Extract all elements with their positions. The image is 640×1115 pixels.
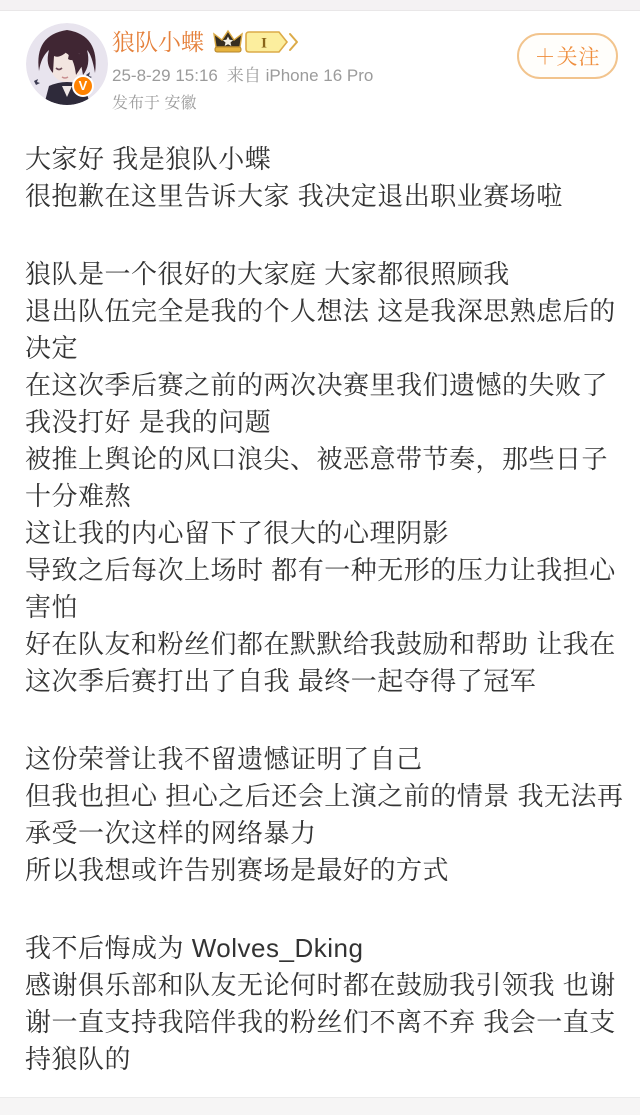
- post-line: 持狼队的: [25, 1044, 132, 1074]
- post-line: 这让我的内心留下了很大的心理阴影: [25, 518, 450, 548]
- top-divider: [0, 0, 640, 11]
- post-line: 很抱歉在这里告诉大家 我决定退出职业赛场啦: [25, 181, 563, 211]
- post-line: 这份荣誉让我不留遗憾证明了自己: [25, 744, 423, 774]
- source-label[interactable]: 来自 iPhone 16 Pro: [226, 66, 374, 85]
- post-line: 这次季后赛打出了自我 最终一起夺得了冠军: [25, 666, 537, 696]
- post-line: 大家好 我是狼队小蝶: [25, 144, 272, 174]
- avatar-illustration: [26, 23, 108, 105]
- username[interactable]: 狼队小蝶: [112, 29, 204, 55]
- post-line: 所以我想或许告别赛场是最好的方式: [25, 855, 450, 885]
- post-line: 害怕: [25, 592, 79, 622]
- post-line: 退出队伍完全是我的个人想法 这是我深思熟虑后的: [25, 296, 616, 326]
- location-label: 发布于 安徽: [112, 95, 197, 112]
- post-line: 被推上舆论的风口浪尖、被恶意带节奏，那些日子: [25, 444, 609, 474]
- vip-crown-icon: [213, 29, 243, 55]
- post-line: 狼队是一个很好的大家庭 大家都很照顾我: [25, 259, 510, 289]
- user-badges[interactable]: [213, 29, 299, 55]
- avatar[interactable]: [26, 23, 108, 105]
- bottom-divider: [0, 1097, 640, 1115]
- post-line: 在这次季后赛之前的两次决赛里我们遗憾的失败了: [25, 370, 609, 400]
- user-info: [112, 27, 502, 115]
- post-line: 我不后悔成为 Wolves_Dking: [25, 933, 364, 963]
- post-line: 我没打好 是我的问题: [25, 407, 272, 437]
- post-line: 但我也担心 担心之后还会上演之前的情景 我无法再: [25, 781, 624, 811]
- post-line: 导致之后每次上场时 都有一种无形的压力让我担心: [25, 555, 616, 585]
- post-line: [25, 215, 625, 256]
- verified-badge: V: [72, 75, 94, 97]
- post-line: 十分难熬: [25, 481, 132, 511]
- follow-button-label: ＋关注: [534, 46, 601, 69]
- post-body: [25, 141, 625, 1078]
- post-line: 好在队友和粉丝们都在默默给我鼓励和帮助 让我在: [25, 629, 616, 659]
- post-line: [25, 889, 625, 930]
- post-line: 感谢俱乐部和队友无论何时都在鼓励我引领我 也谢: [25, 970, 616, 1000]
- post-line: [25, 700, 625, 741]
- follow-button[interactable]: [517, 33, 618, 79]
- post-line: 谢一直支持我陪伴我的粉丝们不离不弃 我会一直支: [25, 1007, 616, 1037]
- level-badge: [245, 29, 299, 55]
- timestamp: 25-8-29 15:16: [112, 66, 218, 85]
- post-line: 决定: [25, 333, 79, 363]
- svg-text:I: I: [261, 35, 267, 52]
- post-line: 承受一次这样的网络暴力: [25, 818, 317, 848]
